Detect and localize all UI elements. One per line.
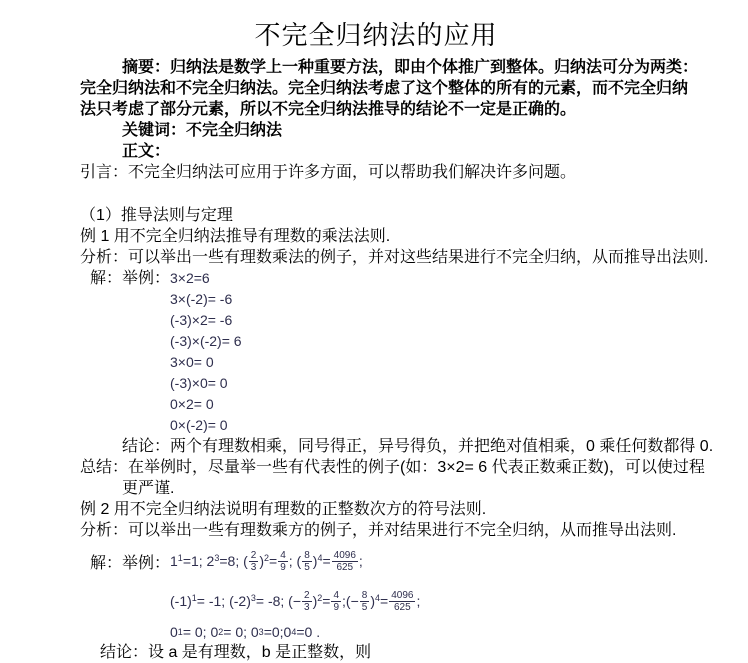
example1-summary-line-2: 更严谨. [122,480,175,497]
fraction: $\frac{2}{3}$ [250,549,257,573]
solution-label: 解：举例： [90,270,171,287]
example1-summary-line-1: 总结：在举例时，尽量举一些有代表性的例子(如：3×2= 6 代表正数乘正数)，可以使过程 [80,459,705,476]
example1-analysis: 分析：可以举出一些有理数乘法的例子，并对这些结果进行不完全归纳，从而推导出法则. [80,249,709,266]
fraction: $\frac{4}{9}$ [333,589,340,613]
example2-analysis: 分析：可以举出一些有理数乘方的例子，并对结果进行不完全归纳，从而推导出法则. [80,522,677,539]
equation: 3×2=6 [170,270,210,286]
example2-conclusion-partial: 结论：设 a 是有理数，b 是正整数，则 [100,644,372,661]
example2-formula-line-2 [80,581,672,621]
section-heading: （1）推导法则与定理 [80,207,233,224]
abstract-line-2: 完全归纳法和不完全归纳法。完全归纳法考虑了这个整体的所有的元素，而不完全归纳 [80,80,689,97]
equation: 3×0= 0 [170,354,214,370]
fraction: $\frac{4096}{625}$ [333,549,356,573]
example2-formula-line-1 [80,541,672,581]
formula: 1 1 =1; 2 3 =8; ( $\frac{2}{3}$ ) 2 = $\frac{4}{9}$ ; ( $\frac{8}{5}$ ) 4 = $\frac{4096}{625}$ ; [170,549,363,573]
intro-line: 引言：不完全归纳法可应用于许多方面，可以帮助我们解决许多问题。 [80,164,577,181]
equation: 0×2= 0 [170,396,214,412]
formula: 0 1 = 0; 0 2 = 0; 0 3 =0;0 4 =0 . [170,623,321,640]
solution-label: 解：举例： [90,554,171,572]
fraction: $\frac{2}{3}$ [304,589,310,613]
example1-solution-line [80,268,672,289]
example1-title: 例 1 用不完全归纳法推导有理数的乘法法则. [80,228,391,245]
equation: (-3)×(-2)= 6 [170,333,242,349]
formula: (-1) 1 = -1; (-2) 3 = -8; (− $\frac{2}{3}$ ) 2 = $\frac{4}{9}$ ;(− $\frac{8}{5}$ ) 4 = $\frac{4096}{625}$ ; [170,589,421,613]
keywords-line: 关键词：不完全归纳法 [122,122,283,139]
fraction: $\frac{8}{5}$ [361,589,368,613]
equation: (-3)×2= -6 [170,312,233,328]
fraction: $\frac{4096}{625}$ [391,589,414,613]
body-label: 正文： [122,143,171,160]
abstract-line-1: 摘要：归纳法是数学上一种重要方法，即由个体推广到整体。归纳法可分为两类： [122,59,699,76]
equation: 0×(-2)= 0 [170,417,228,433]
abstract-line-3: 法只考虑了部分元素，所以不完全归纳法推导的结论不一定是正确的。 [80,101,577,118]
page-title: 不完全归纳法的应用 [254,21,498,50]
example1-conclusion: 结论：两个有理数相乘，同号得正，异号得负，并把绝对值相乘，0 乘任何数都得 0. [122,438,714,455]
fraction: $\frac{8}{5}$ [304,549,310,573]
equation: (-3)×0= 0 [170,375,228,391]
fraction: $\frac{4}{9}$ [280,549,286,573]
example2-formula-line-3 [80,621,672,642]
example2-title: 例 2 用不完全归纳法说明有理数的正整数次方的符号法则. [80,501,487,518]
equation: 3×(-2)= -6 [170,291,233,307]
